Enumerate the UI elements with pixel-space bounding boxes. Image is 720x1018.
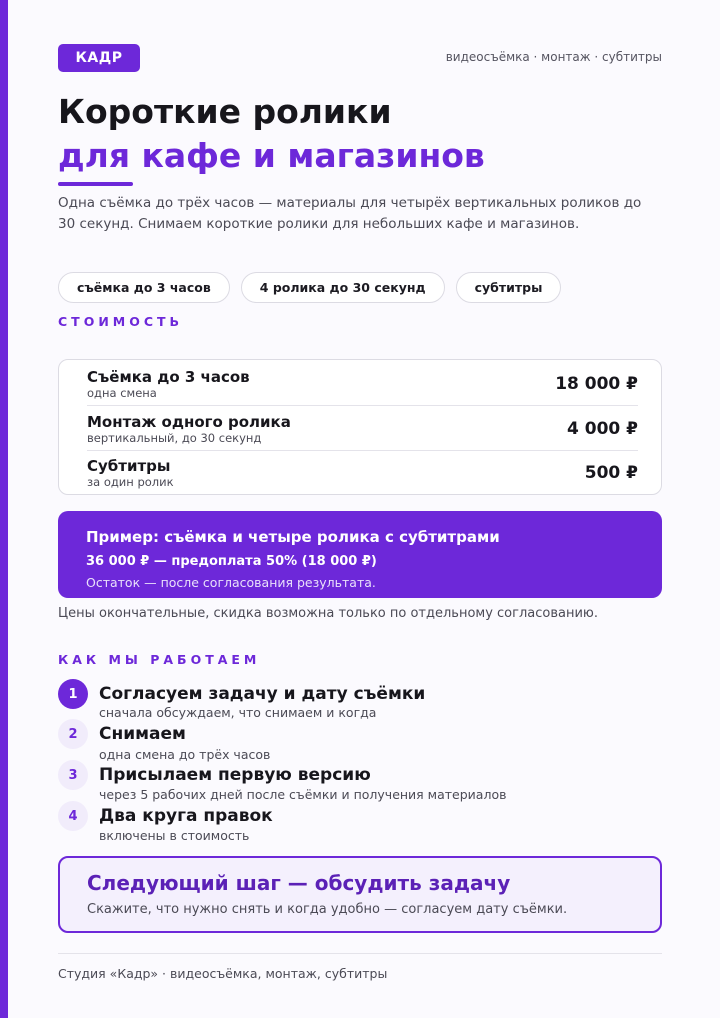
price-list-card — [58, 359, 662, 495]
footer-text: Студия «Кадр» · видеосъёмка, монтаж, субтитры — [58, 966, 388, 981]
example-title: Пример: съёмка и четыре ролика с субтитрами — [86, 528, 500, 546]
price-item-name: Съёмка до 3 часов — [87, 367, 250, 386]
price-item-description: одна смена — [87, 385, 157, 400]
price-row — [87, 362, 638, 406]
footer-divider — [58, 953, 662, 954]
example-calculation-box — [58, 511, 662, 598]
price-item-amount: 500 ₽ — [584, 463, 638, 483]
step-description: сначала обсуждаем, что снимаем и когда — [99, 705, 377, 720]
callout-text: Скажите, что нужно снять и когда удобно — согласуем дату съёмки. — [87, 902, 568, 917]
title-underline — [58, 182, 133, 186]
process-step — [58, 679, 662, 719]
price-item-description: вертикальный, до 30 секунд — [87, 430, 262, 445]
step-title: Снимаем — [99, 724, 186, 744]
price-row — [87, 451, 638, 495]
step-number-badge: 2 — [58, 719, 88, 749]
feature-chips — [58, 272, 561, 303]
process-step — [58, 801, 662, 841]
process-step — [58, 760, 662, 800]
step-number-badge: 3 — [58, 760, 88, 790]
price-item-description: за один ролик — [87, 474, 174, 489]
chip-shooting: съёмка до 3 часов — [58, 272, 230, 303]
step-description: одна смена до трёх часов — [99, 747, 271, 762]
price-item-text — [87, 413, 291, 446]
step-description: через 5 рабочих дней после съёмки и получения материалов — [99, 787, 507, 802]
page-title-line-1: Короткие ролики — [58, 92, 392, 131]
next-step-callout — [58, 856, 662, 933]
step-title: Присылаем первую версию — [99, 765, 371, 785]
example-note: Остаток — после согласования результата. — [86, 575, 376, 590]
price-item-text — [87, 368, 250, 401]
price-note: Цены окончательные, скидка возможна только по отдельному согласованию. — [58, 606, 598, 621]
intro-paragraph: Одна съёмка до трёх часов — материалы для четырёх вертикальных роликов до 30 секунд. Снимаем короткие ролики для небольших кафе и магазинов. — [58, 195, 642, 232]
step-number-badge: 4 — [58, 801, 88, 831]
brand-tagline: видеосъёмка · монтаж · субтитры — [445, 50, 662, 64]
process-section-label: КАК МЫ РАБОТАЕМ — [58, 652, 261, 667]
step-title: Согласуем задачу и дату съёмки — [99, 684, 426, 704]
row-divider — [87, 405, 638, 406]
price-row — [87, 407, 638, 451]
chip-subtitles: субтитры — [456, 272, 562, 303]
step-number-badge: 1 — [58, 679, 88, 709]
price-item-name: Монтаж одного ролика — [87, 412, 291, 431]
brand-logo: КАДР — [58, 44, 140, 72]
example-total: 36 000 ₽ — предоплата 50% (18 000 ₽) — [86, 554, 377, 569]
accent-side-bar — [0, 0, 8, 1018]
step-description: включены в стоимость — [99, 828, 250, 843]
price-item-text — [87, 457, 174, 490]
price-item-amount: 4 000 ₽ — [567, 419, 638, 439]
pricing-section-label: СТОИМОСТЬ — [58, 314, 184, 329]
page-title-line-2: для кафе и магазинов — [58, 136, 485, 175]
chip-videos: 4 ролика до 30 секунд — [241, 272, 445, 303]
price-item-name: Субтитры — [87, 456, 171, 475]
price-item-amount: 18 000 ₽ — [555, 374, 638, 394]
step-title: Два круга правок — [99, 806, 273, 826]
process-step — [58, 719, 662, 762]
callout-title: Следующий шаг — обсудить задачу — [87, 871, 511, 895]
